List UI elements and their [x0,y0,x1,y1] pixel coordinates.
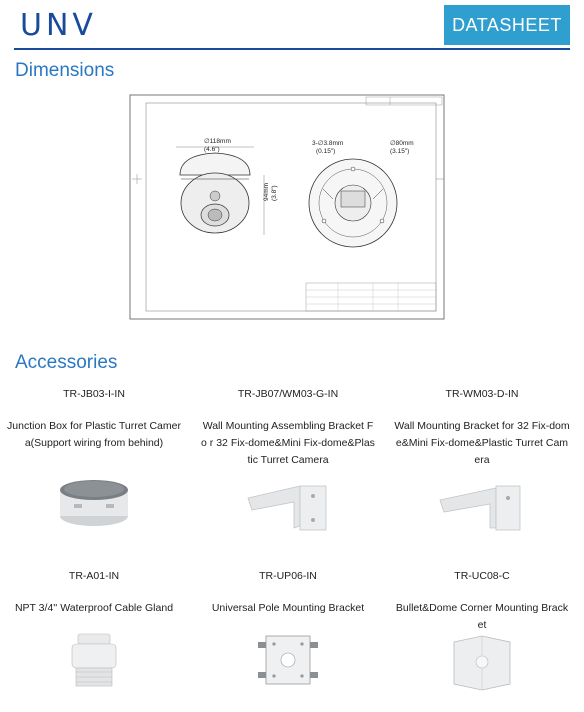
accessory-item [4,388,184,452]
accessory-item [4,570,184,617]
dim-holes-in: (0.15") [316,148,336,155]
dim-bolt-circle: ∅80mm [390,140,414,147]
brand-logo: UNV [20,8,97,43]
dimension-drawing [128,93,446,321]
dim-holes: 3-∅3.8mm [312,140,344,147]
accessory-item [198,570,378,617]
accessory-item [392,570,572,634]
accessory-description: Universal Pole Mounting Bracket [211,602,365,614]
header-divider [14,48,570,50]
dim-diameter-main: ∅118mm [204,138,231,145]
accessory-model: TR-UC08-C [454,570,510,582]
accessory-model: TR-JB07/WM03-G-IN [237,388,339,400]
dim-diameter-main-in: (4.6") [204,146,220,153]
accessory-item [392,388,572,469]
wall-bracket-icon [238,476,338,536]
accessory-model: TR-WM03-D-IN [445,388,519,400]
accessory-description: Wall Mounting Bracket for 32 Fix-dome&Mini Fix-dome&Plastic Turret Camera [394,420,570,466]
dimensions-title: Dimensions [15,60,115,81]
accessory-description: Junction Box for Plastic Turret Camer a(Support wiring from behind) [7,420,181,449]
accessory-description: Wall Mounting Assembling Bracket Fo r 32 Fix-dome&Mini Fix-dome&Plastic Turret Camera [201,420,375,466]
junction-box-icon [44,472,144,532]
page-header [0,0,584,52]
wall-bracket-icon [432,476,532,536]
accessory-description: NPT 3/4'' Waterproof Cable Gland [14,602,174,614]
accessory-item [198,388,378,469]
accessory-model: TR-UP06-IN [259,570,317,582]
accessory-model: TR-A01-IN [68,570,120,582]
accessories-title: Accessories [15,352,118,373]
dim-bolt-circle-in: (3.15") [390,148,410,155]
pole-bracket-icon [238,632,338,692]
datasheet-badge: DATASHEET [444,5,570,45]
corner-bracket-icon [432,632,532,692]
turret-camera-base-view [309,159,397,247]
accessory-description: Bullet&Dome Corner Mounting Brack et [395,602,569,631]
dim-height-in: (3.8") [271,185,278,201]
accessory-model: TR-JB03-I-IN [63,388,125,400]
dim-height: 94mm [263,182,270,201]
cable-gland-icon [44,632,144,692]
